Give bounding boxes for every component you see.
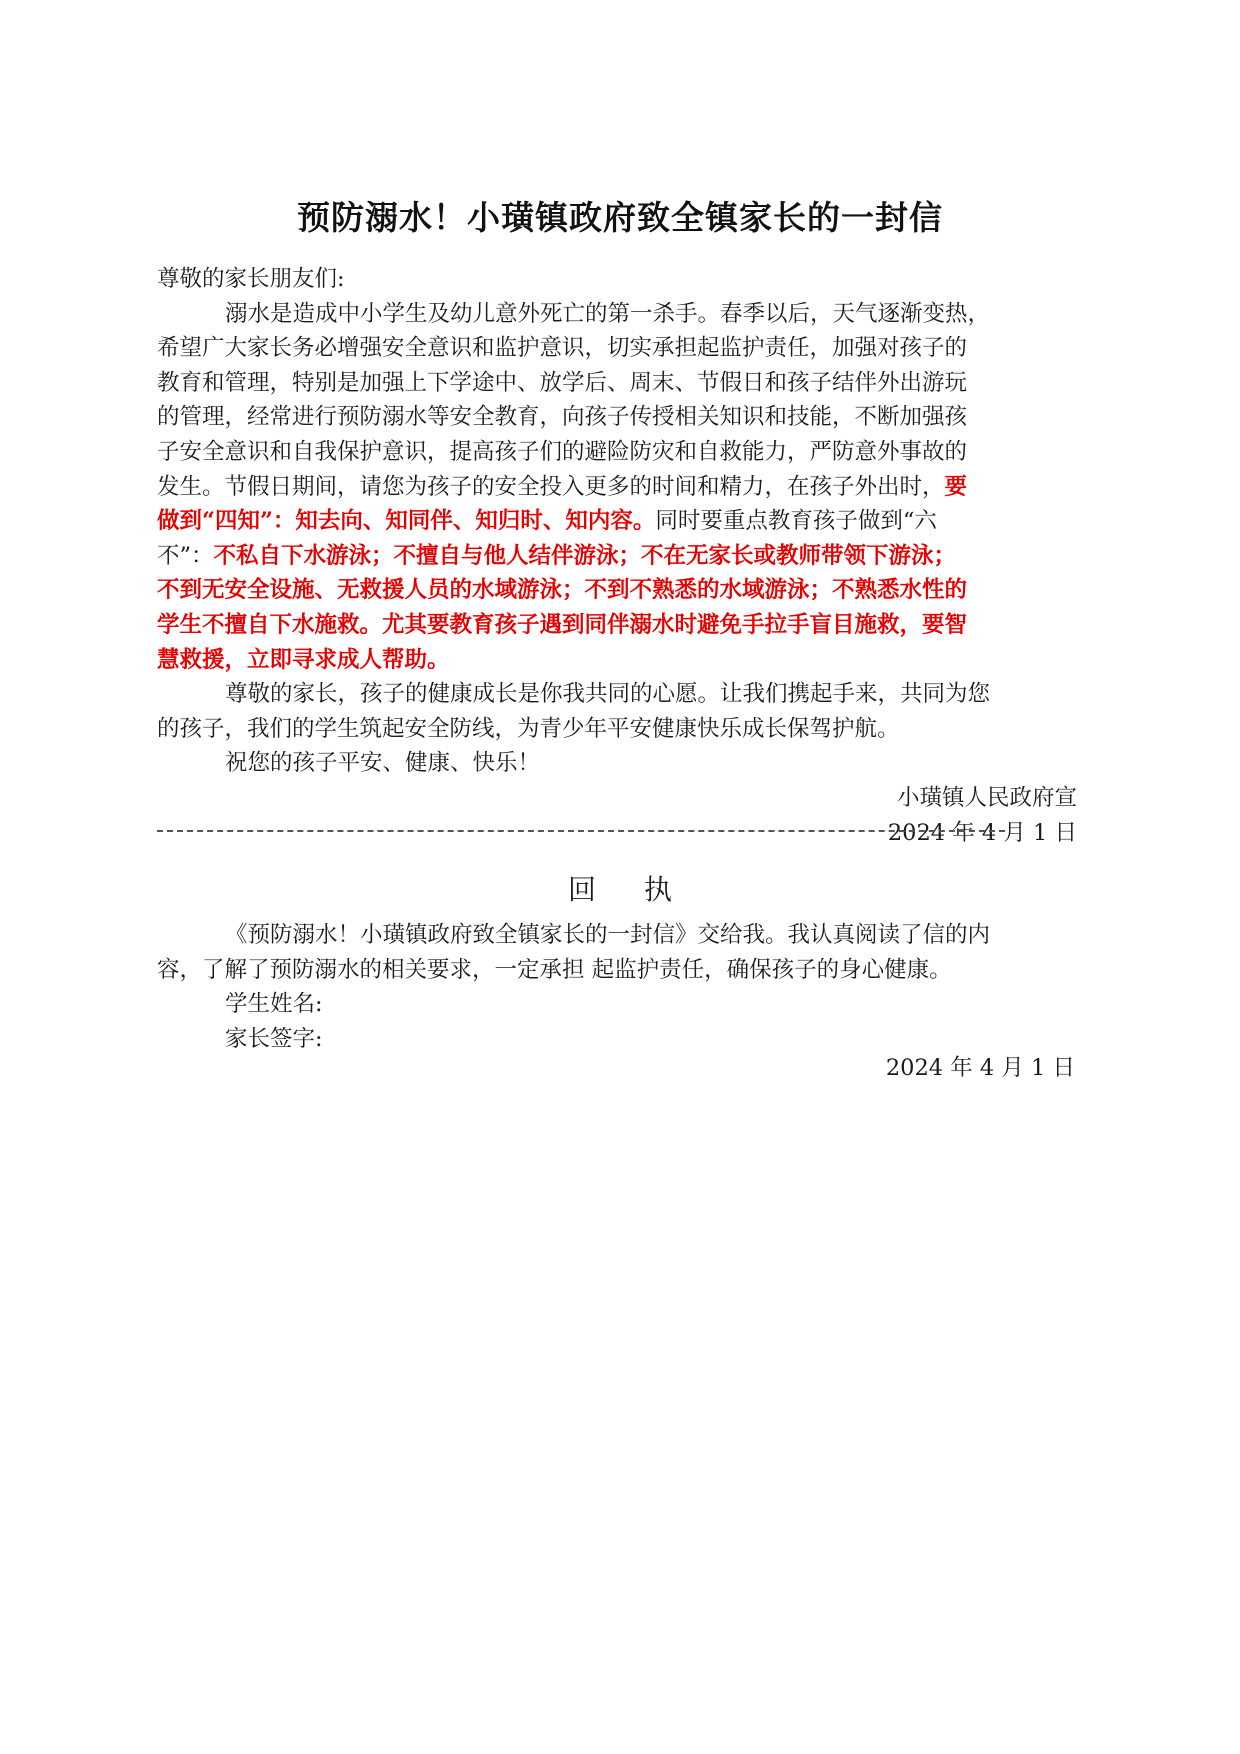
receipt-date: 2024 年 4 月 1 日 <box>885 1055 1075 1081</box>
salutation: 尊敬的家长朋友们: <box>157 266 345 292</box>
paragraph-1-line-2: 希望广大家长务必增强安全意识和监护意识，切实承担起监护责任，加强对孩子的 <box>157 335 968 362</box>
letter-body <box>157 262 1077 850</box>
receipt-title: 回执 <box>567 873 720 906</box>
letter-title: 预防溺水！小璜镇政府致全镇家长的一封信 <box>297 198 943 237</box>
receipt-text-line-1: 《预防溺水！小璜镇政府致全镇家长的一封信》交给我。我认真阅读了信的内 <box>225 922 991 948</box>
line-7-normal: 同时要重点教育孩子做到“六 <box>655 508 937 535</box>
paragraph-1-line-8 <box>157 539 1077 574</box>
paragraph-1-line-6 <box>157 470 1077 505</box>
signer: 小璜镇人民政府宣 <box>896 784 1077 811</box>
student-name-label: 学生姓名: <box>225 991 323 1018</box>
paragraph-1-line-5: 子安全意识和自我保护意识，提高孩子们的避险防灾和自救能力，严防意外事故的 <box>157 438 968 465</box>
parent-signature-label: 家长签字: <box>225 1025 323 1052</box>
cut-line-divider <box>157 830 1005 832</box>
six-nots-emphasis-1: 不私自下水游泳；不擅自与他人结伴游泳；不在无家长或教师带领下游泳； <box>213 542 957 569</box>
letter-date: 2024 年 4 月 1 日 <box>887 819 1077 846</box>
line-8-normal: 不”： <box>157 542 214 569</box>
paragraph-1-line-4: 的管理，经常进行预防溺水等安全教育，向孩子传授相关知识和技能，不断加强孩 <box>157 404 968 431</box>
paragraph-2-line-2: 的孩子，我们的学生筑起安全防线，为青少年平安健康快乐成长保驾护航。 <box>157 715 900 742</box>
paragraph-1-line-7 <box>157 504 1077 539</box>
paragraph-3-wishes: 祝您的孩子平安、健康、快乐！ <box>225 750 541 777</box>
six-nots-emphasis-2: 不到无安全设施、无救援人员的水域游泳；不到不熟悉的水域游泳；不熟悉水性的 <box>157 577 968 604</box>
four-knows-emphasis: 做到“四知”：知去向、知同伴、知归时、知内容。 <box>157 508 656 535</box>
paragraph-2-line-1: 尊敬的家长，孩子的健康成长是你我共同的心愿。让我们携起手来，共同为您 <box>225 681 991 708</box>
receipt-body <box>157 918 1077 1056</box>
six-nots-emphasis-4: 慧救援，立即寻求成人帮助。 <box>157 646 450 673</box>
paragraph-1-line-3: 教育和管理，特别是加强上下学途中、放学后、周末、节假日和孩子结伴外出游玩 <box>157 369 968 396</box>
six-nots-emphasis-3: 学生不擅自下水施救。尤其要教育孩子遇到同伴溺水时避免手拉手盲目施救，要智 <box>157 611 968 638</box>
line-6-emphasis: 要 <box>944 473 968 500</box>
receipt-text-line-2: 容，了解了预防溺水的相关要求，一定承担 起监护责任，确保孩子的身心健康。 <box>157 956 952 983</box>
line-6-normal: 发生。节假日期间，请您为孩子的安全投入更多的时间和精力，在孩子外出时， <box>157 473 945 500</box>
paragraph-1-line-1: 溺水是造成中小学生及幼儿意外死亡的第一杀手。春季以后，天气逐渐变热， <box>225 300 991 327</box>
